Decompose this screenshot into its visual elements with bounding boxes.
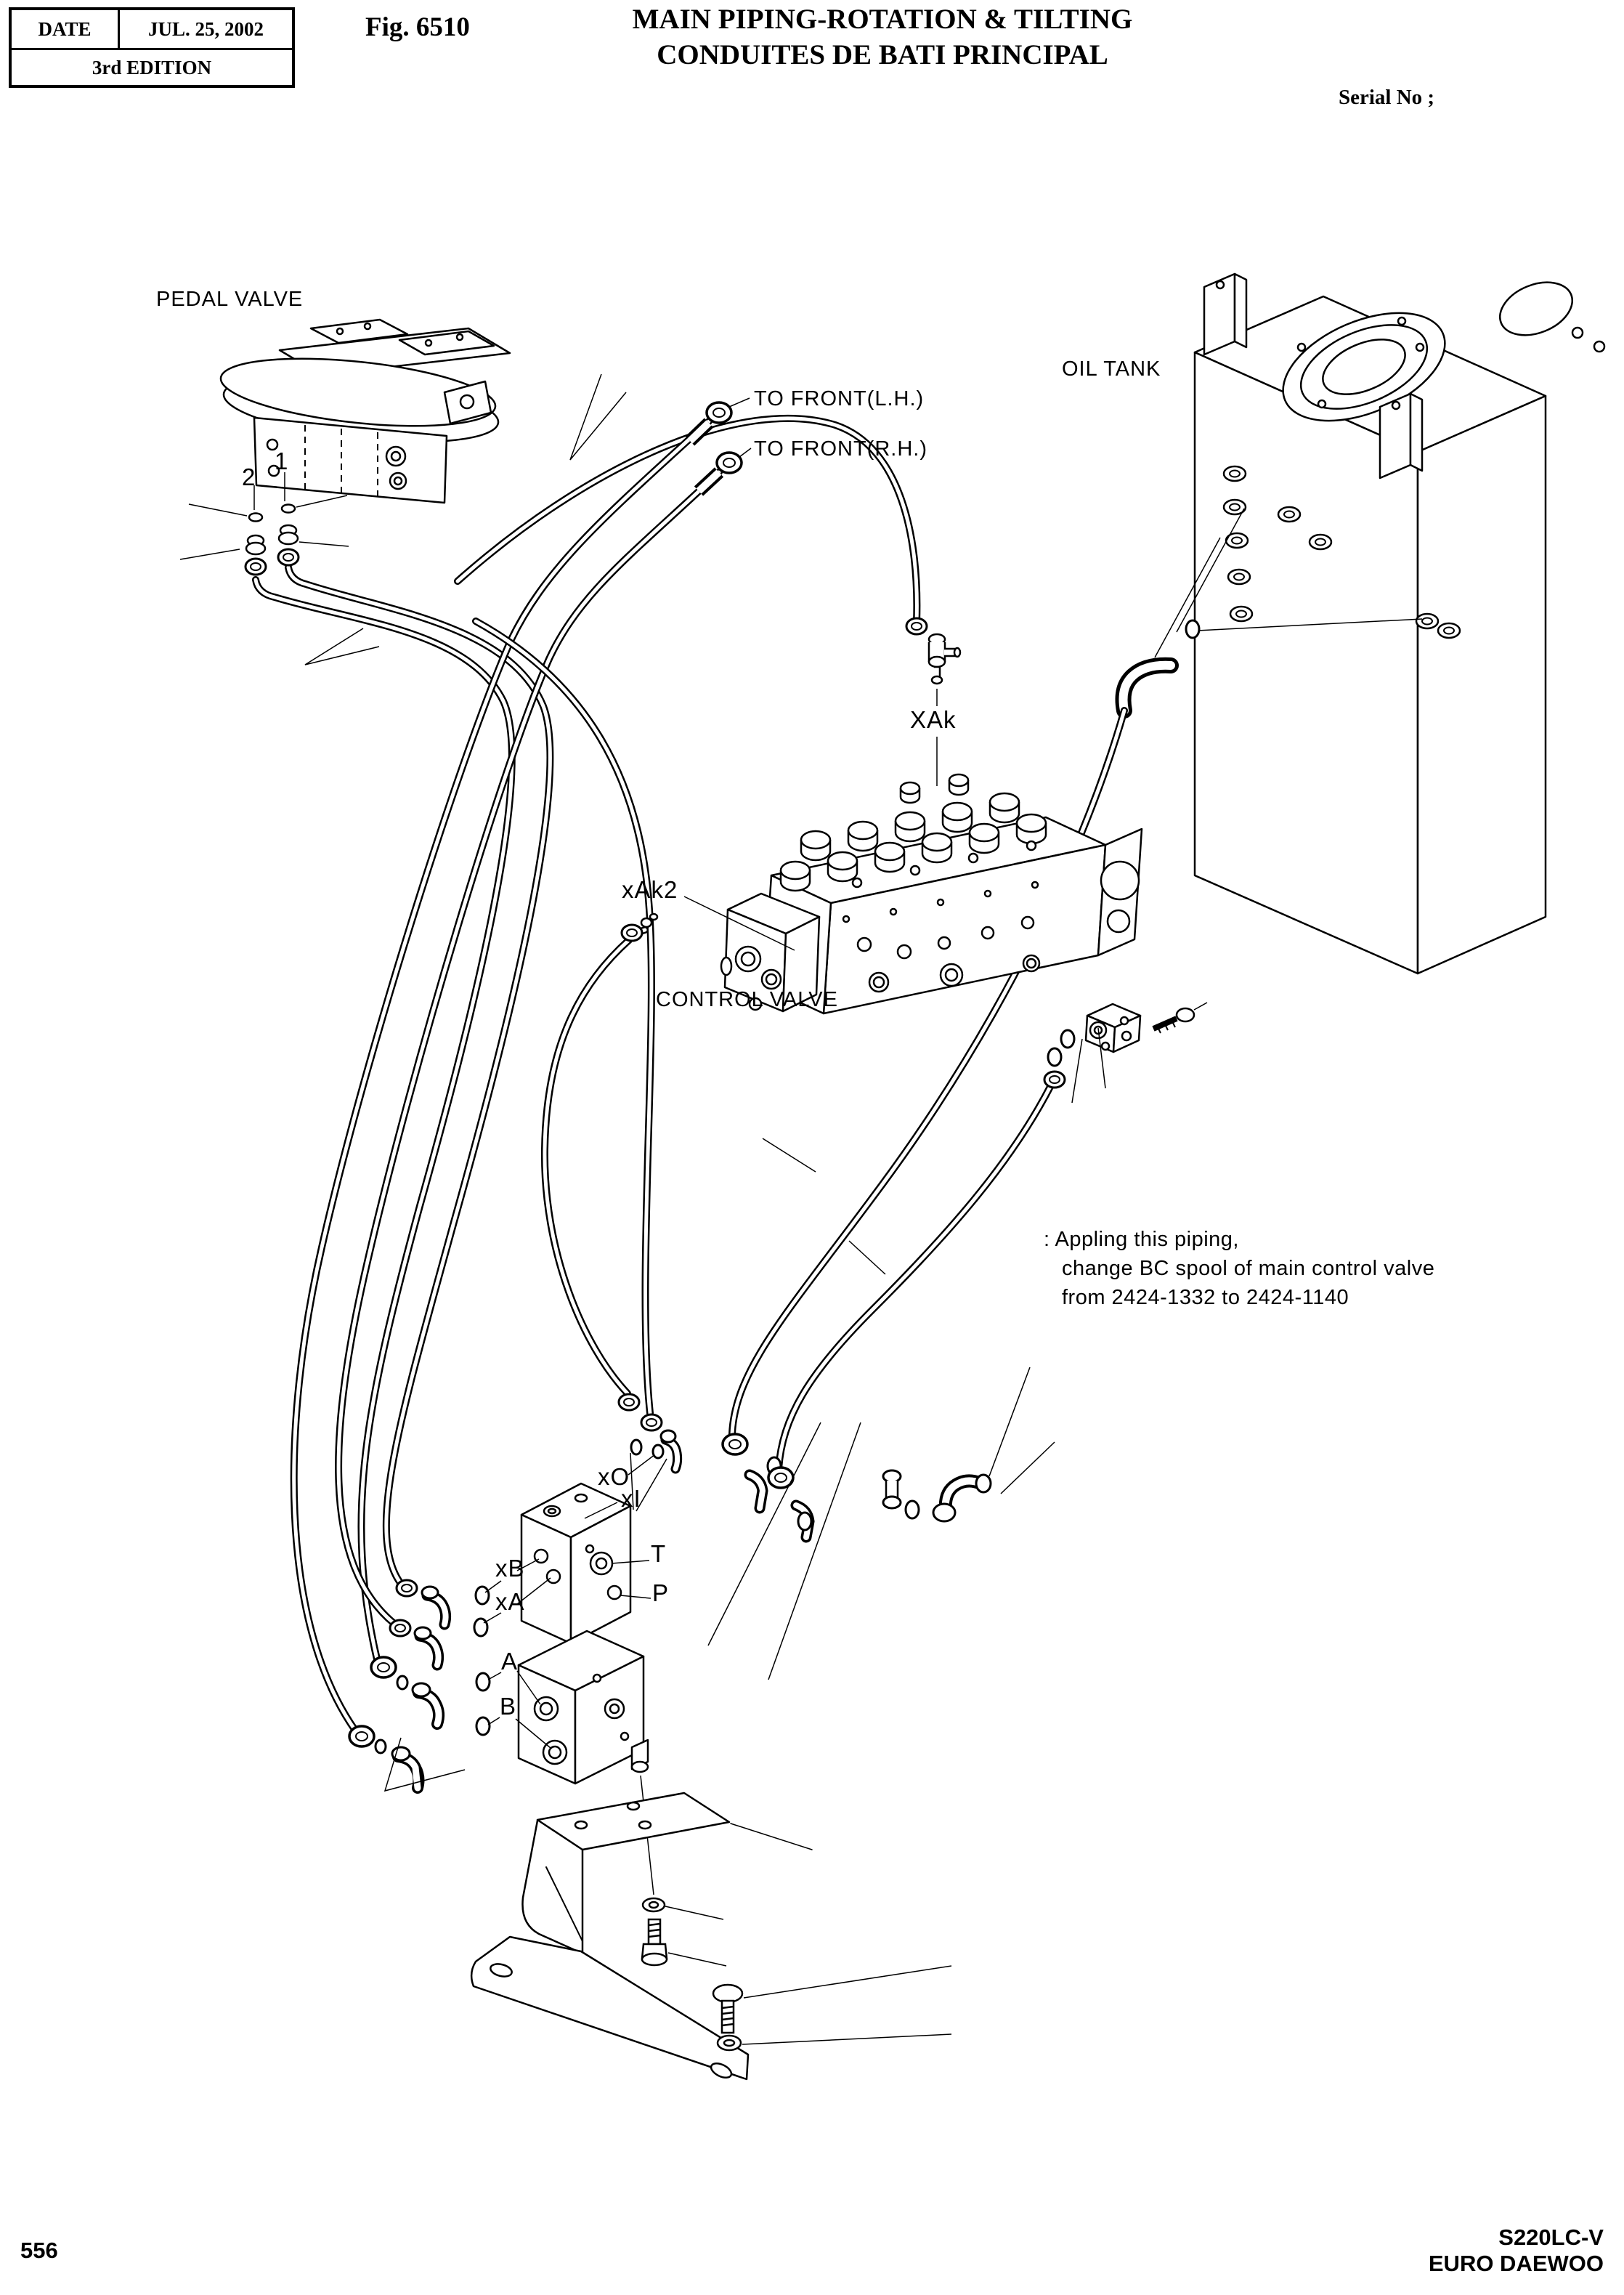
port-p-label: P xyxy=(652,1579,670,1606)
item-1-label: 1 xyxy=(275,448,289,474)
pedal-valve-drawing xyxy=(218,320,510,503)
hose-mid xyxy=(476,621,651,1413)
to-front-ends xyxy=(690,398,751,491)
figure-number: Fig. 6510 xyxy=(365,12,470,42)
to-front-rh-label: TO FRONT(R.H.) xyxy=(754,437,927,461)
hoses xyxy=(256,418,1171,1731)
note-line-2: change BC spool of main control valve xyxy=(1062,1257,1435,1280)
page-number: 556 xyxy=(20,2238,58,2263)
date-label: DATE xyxy=(12,10,120,48)
oil-tank-drawing xyxy=(1195,272,1604,974)
hose-xak2 xyxy=(545,930,645,1393)
edition-value: 3rd EDITION xyxy=(92,56,212,78)
port-xi-label: xI xyxy=(621,1485,641,1512)
date-value: JUL. 25, 2002 xyxy=(147,17,264,40)
manifold-right-fittings xyxy=(723,1434,991,1537)
note-line-3: from 2424-1332 to 2424-1140 xyxy=(1062,1286,1349,1309)
to-front-lh-label: TO FRONT(L.H.) xyxy=(754,387,925,410)
port-xo-label: xO xyxy=(598,1463,630,1490)
xak-fitting xyxy=(906,618,960,786)
port-xa-label: xA xyxy=(495,1588,525,1615)
pedal-valve-label: PEDAL VALVE xyxy=(156,288,304,311)
control-valve-label: CONTROL VALVE xyxy=(656,988,838,1011)
title-english: MAIN PIPING-ROTATION & TILTING xyxy=(632,4,1133,35)
model-code: S220LC-V xyxy=(1498,2225,1604,2250)
edition-table xyxy=(9,7,295,88)
hose-tank-1 xyxy=(732,711,1124,1434)
port-a-label: A xyxy=(501,1648,519,1675)
bolt-2 xyxy=(713,1985,742,2033)
xak-label: XAk xyxy=(910,706,957,733)
note-line-1: : Appling this piping, xyxy=(1044,1228,1239,1251)
xak2-label: xAk2 xyxy=(622,876,678,903)
bolt-1 xyxy=(642,1919,667,1965)
connector-block-drawing xyxy=(1044,1003,1207,1103)
port-b-label: B xyxy=(500,1693,517,1720)
port-xb-label: xB xyxy=(495,1555,525,1582)
port-t-label: T xyxy=(651,1540,667,1567)
brand-name: EURO DAEWOO xyxy=(1428,2251,1604,2276)
serial-label: Serial No ; xyxy=(1339,86,1435,109)
oil-tank-label: OIL TANK xyxy=(1062,357,1161,381)
item-2-label: 2 xyxy=(242,464,256,490)
control-valve-drawing xyxy=(721,774,1142,1013)
bracket-drawing xyxy=(471,1793,812,2081)
title-french: CONDUITES DE BATI PRINCIPAL xyxy=(657,39,1108,70)
page-title xyxy=(537,1,1227,73)
